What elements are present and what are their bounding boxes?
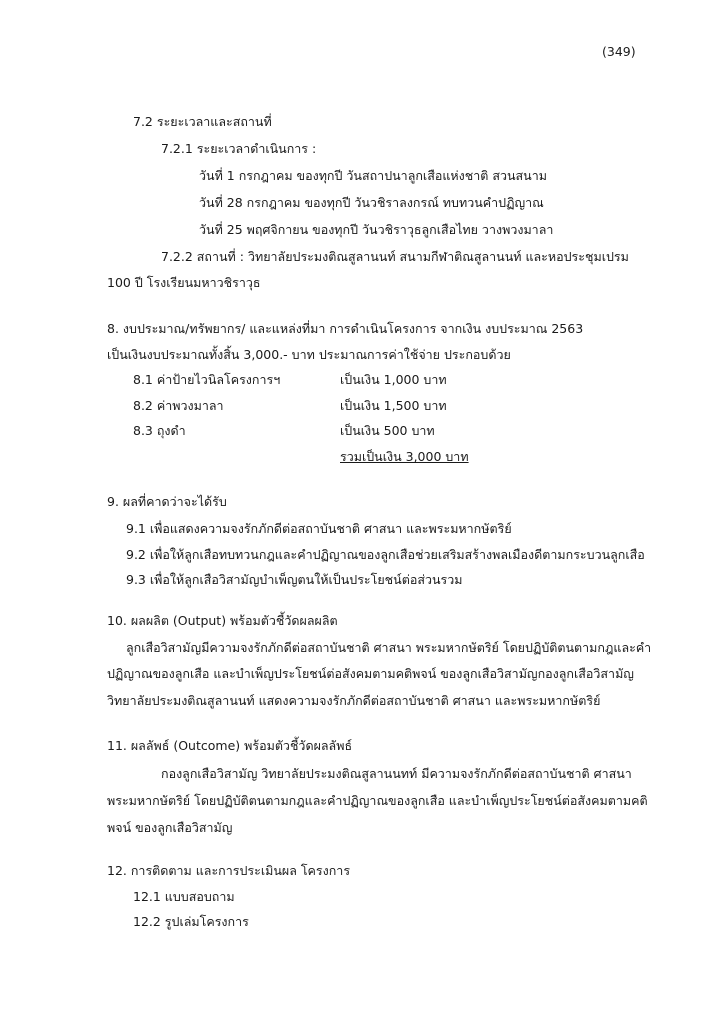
paragraph-line: พจน์ ของลูกเสือวิสามัญ [107,820,233,835]
date-line: วันที่ 28 กรกฎาคม ของทุกปี วันวชิราลงกรณ์ ทบทวนคำปฏิญาณ [199,195,544,210]
section-heading: 7.2 ระยะเวลาและสถานที่ [133,114,272,129]
section-heading: 12. การติดตาม และการประเมินผล โครงการ [107,863,351,878]
list-item: 12.2 รูปเล่มโครงการ [133,914,249,929]
list-item: 12.1 แบบสอบถาม [133,889,235,904]
date-line: วันที่ 25 พฤศจิกายน ของทุกปี วันวชิราวุธลูกเสือไทย วางพวงมาลา [199,222,554,237]
paragraph-line: กองลูกเสือวิสามัญ วิทยาลัยประมงติณสูลานนทท์ มีความจงรักภักดีต่อสถาบันชาติ ศาสนา [161,766,632,781]
section-heading: 10. ผลผลิต (Output) พร้อมตัวชี้วัดผลผลิต [107,613,338,628]
budget-item-amount: เป็นเงิน 500 บาท [340,423,435,438]
budget-item-amount: เป็นเงิน 1,500 บาท [340,398,447,413]
location-line: 7.2.2 สถานที่ : วิทยาลัยประมงติณสูลานนท์ สนามกีฬาติณสูลานนท์ และหอประชุมเปรม [161,249,629,264]
page-number: (349) [602,44,636,59]
section-heading: 8. งบประมาณ/ทรัพยากร/ และแหล่งที่มา การดำเนินโครงการ จากเงิน งบประมาณ 2563 [107,321,584,336]
paragraph-line: ปฏิญาณของลูกเสือ และบำเพ็ญประโยชน์ต่อสังคมตามคติพจน์ ของลูกเสือวิสามัญกองลูกเสือวิสามัญ [107,666,634,681]
list-item: 9.3 เพื่อให้ลูกเสือวิสามัญบำเพ็ญตนให้เป็นประโยชน์ต่อส่วนรวม [126,572,463,587]
budget-item-label: 8.3 ถุงดำ [133,423,186,438]
list-item: 9.2 เพื่อให้ลูกเสือทบทวนกฎและคำปฏิญาณของลูกเสือช่วยเสริมสร้างพลเมืองดีตามกระบวนลูกเสือ [126,547,645,562]
section-heading: 11. ผลลัพธ์ (Outcome) พร้อมตัวชี้วัดผลลัพธ์ [107,738,353,753]
paragraph-line: เป็นเงินงบประมาณทั้งสิ้น 3,000.- บาท ประมาณการค่าใช้จ่าย ประกอบด้วย [107,347,511,362]
budget-item-label: 8.1 ค่าป้ายไวนิลโครงการฯ [133,372,281,387]
location-line: 100 ปี โรงเรียนมหาวชิราวุธ [107,275,261,290]
paragraph-line: วิทยาลัยประมงติณสูลานนท์ แสดงความจงรักภักดีต่อสถาบันชาติ ศาสนา และพระมหากษัตริย์ [107,693,601,708]
budget-item-label: 8.2 ค่าพวงมาลา [133,398,224,413]
list-item: 9.1 เพื่อแสดงความจงรักภักดีต่อสถาบันชาติ ศาสนา และพระมหากษัตริย์ [126,521,512,536]
subsection-heading: 7.2.1 ระยะเวลาดำเนินการ : [161,141,317,156]
date-line: วันที่ 1 กรกฎาคม ของทุกปี วันสถาปนาลูกเสือแห่งชาติ สวนสนาม [199,168,547,183]
paragraph-line: ลูกเสือวิสามัญมีความจงรักภักดีต่อสถาบันชาติ ศาสนา พระมหากษัตริย์ โดยปฏิบัติตนตามกฎและคำ [126,640,652,655]
section-heading: 9. ผลที่คาดว่าจะได้รับ [107,494,227,509]
budget-total: รวมเป็นเงิน 3,000 บาท [340,449,469,464]
budget-item-amount: เป็นเงิน 1,000 บาท [340,372,447,387]
paragraph-line: พระมหากษัตริย์ โดยปฏิบัติตนตามกฎและคำปฏิญาณของลูกเสือ และบำเพ็ญประโยชน์ต่อสังคมตามคติ [107,793,648,808]
